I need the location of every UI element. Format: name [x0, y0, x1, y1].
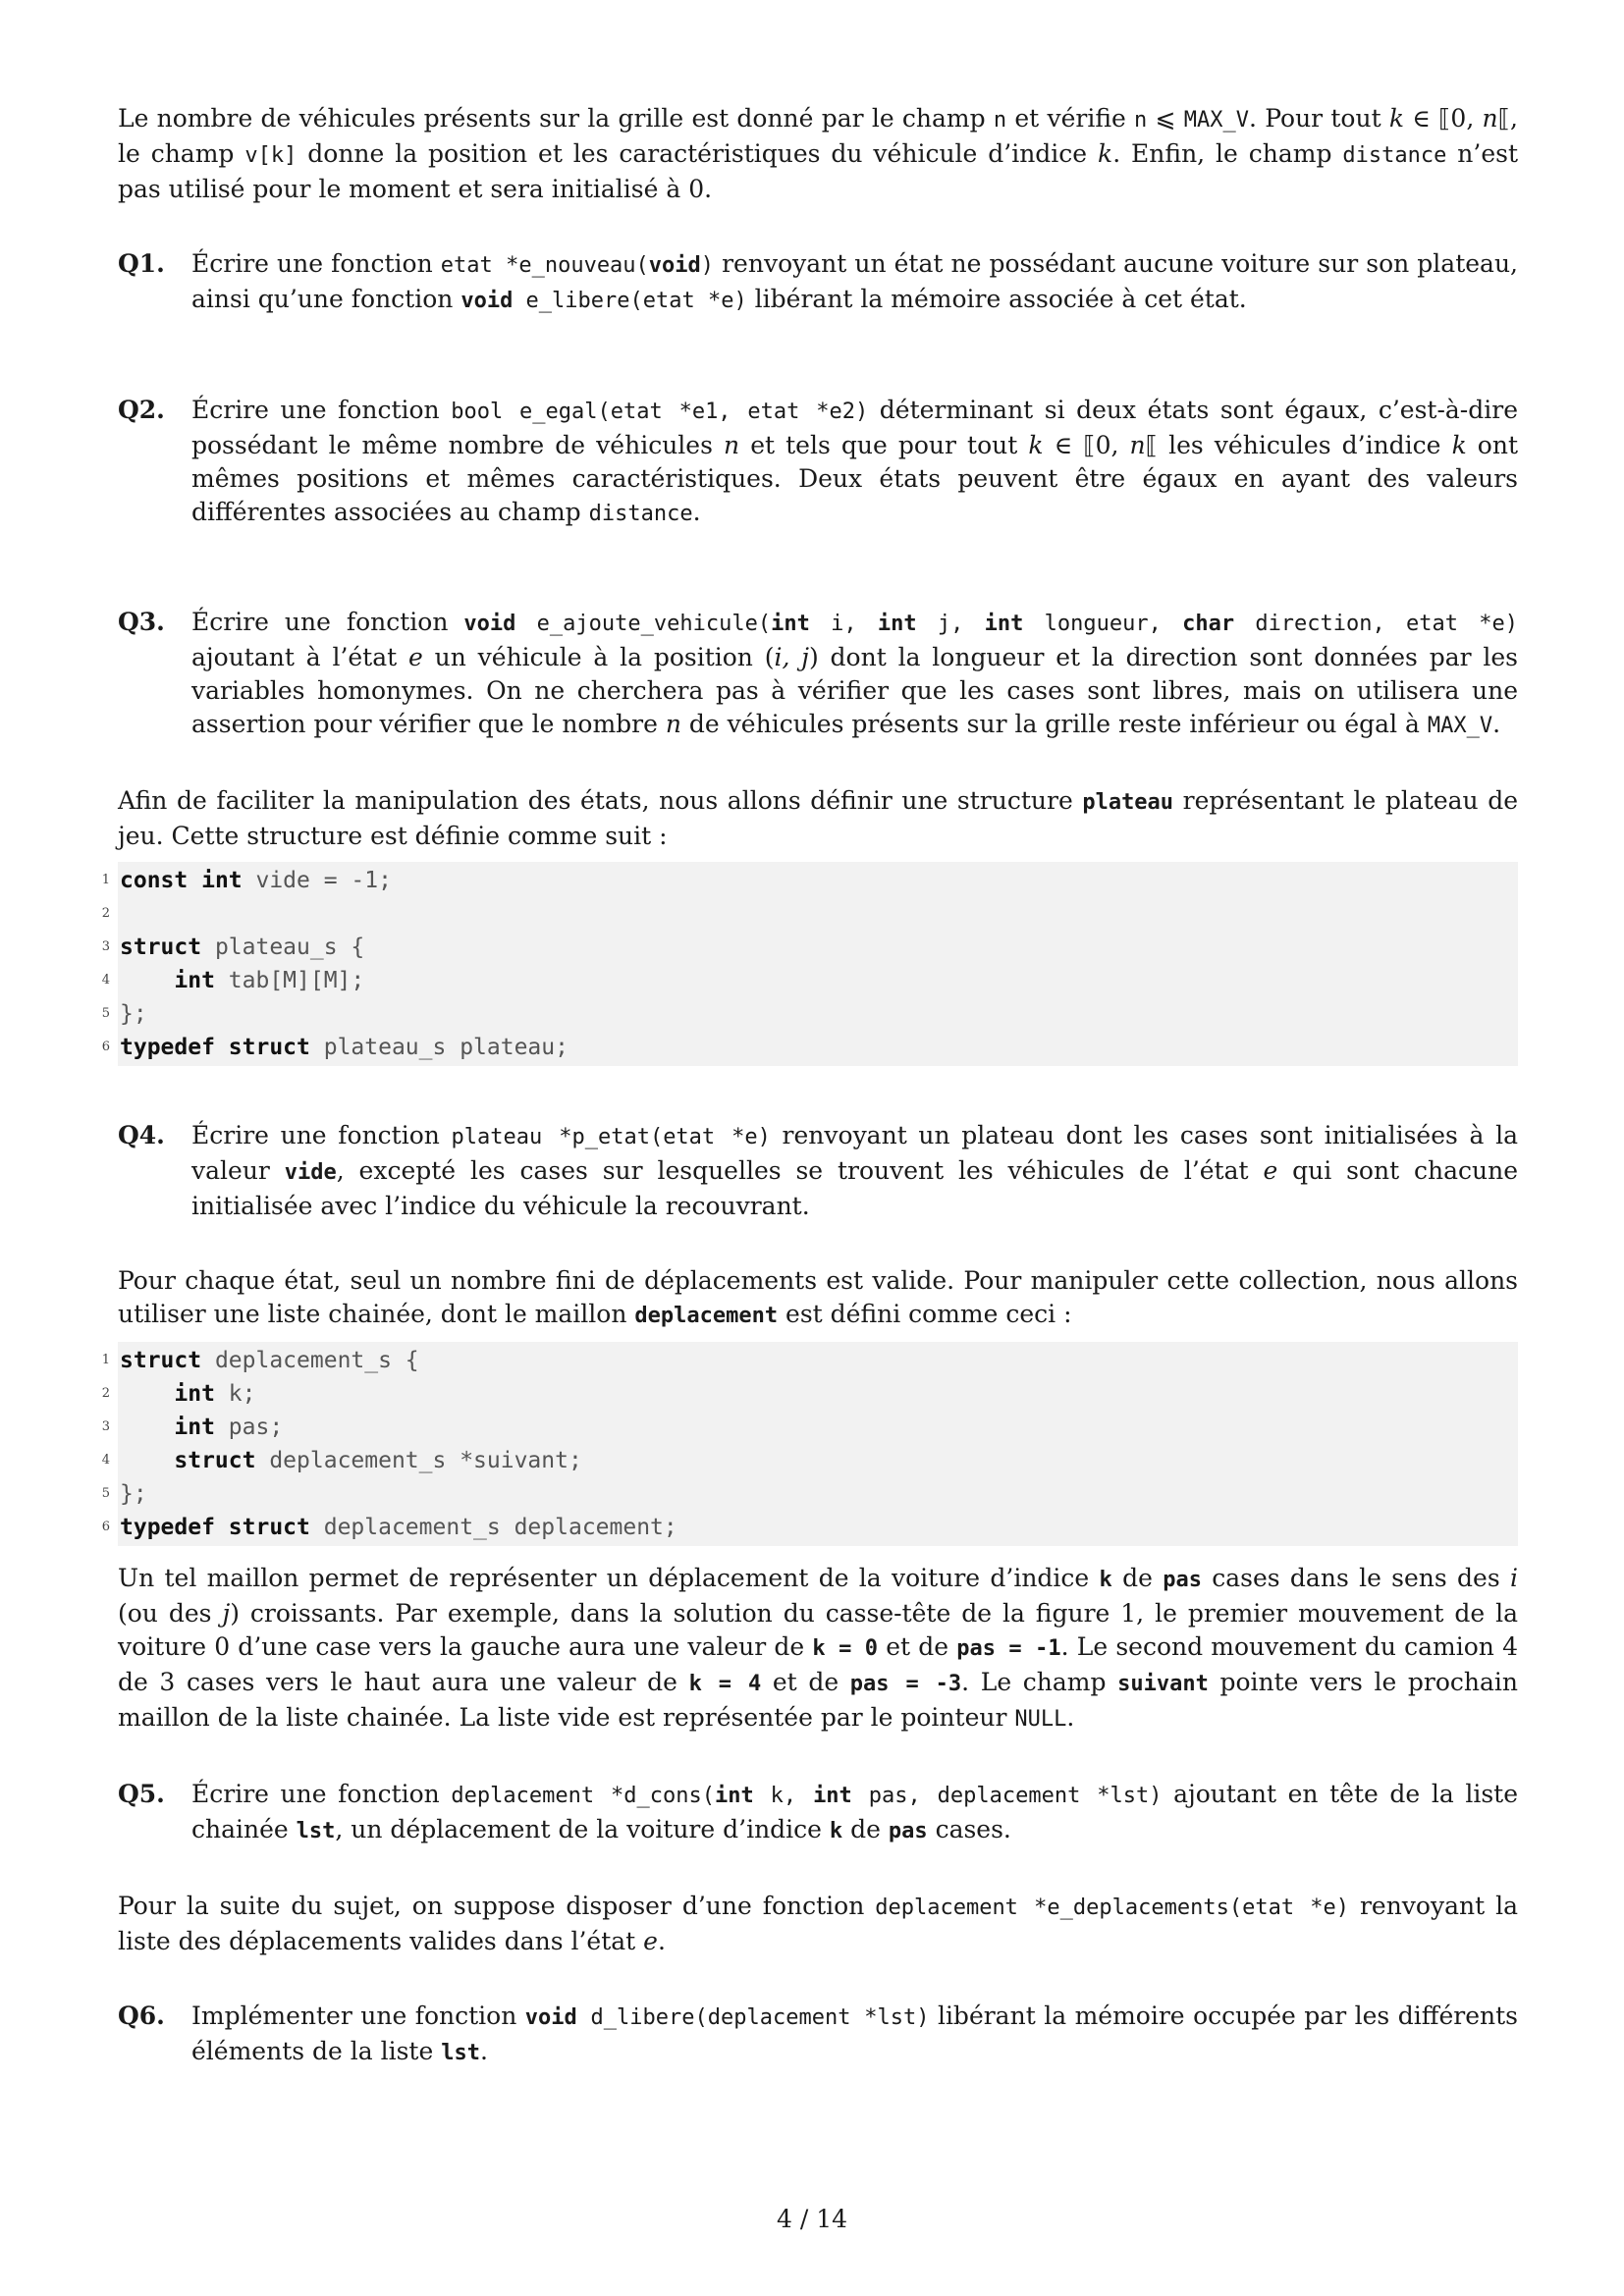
text: Écrire une fonction: [191, 1121, 452, 1149]
plateau-intro-paragraph: [118, 784, 1518, 853]
code-inline: MAX_V: [1183, 108, 1249, 133]
code-inline: distance: [588, 502, 693, 526]
code-block-deplacement: [101, 1342, 1518, 1546]
line-number: 1: [101, 873, 110, 887]
code-text: };: [120, 1481, 147, 1507]
text: un véhicule à la position (: [422, 643, 775, 671]
math: n: [724, 431, 740, 459]
code-keyword: void: [524, 2005, 577, 2030]
math: e: [408, 643, 423, 671]
code-inline: i,: [809, 612, 878, 636]
code-inline: e_ajoute_vehicule(: [515, 612, 772, 636]
code-inline: distance: [1342, 143, 1447, 168]
suite-paragraph: [118, 1890, 1518, 1958]
line-number: 5: [101, 1006, 110, 1021]
code-inline: e_libere(etat *e): [513, 289, 747, 313]
question-number: Q3.: [118, 608, 165, 636]
code-keyword: const: [120, 868, 189, 893]
code-keyword: struct: [120, 934, 202, 960]
code-inline: d_libere(deplacement *lst): [576, 2005, 930, 2030]
text: libérant la mémoire associée à cet état.: [746, 285, 1247, 313]
code-inline: n: [1134, 108, 1148, 133]
code-inline: k: [1099, 1568, 1112, 1592]
line-number: 4: [101, 973, 110, 988]
text: (ou des: [118, 1599, 223, 1628]
code-inline: deplacement *d_cons(: [451, 1784, 715, 1808]
code-inline: k = 0: [812, 1636, 879, 1661]
text: ⟦, le champ: [118, 104, 1518, 168]
text: . Le second mouvement du camion 4 de 3 cases vers le haut aura une valeur de: [118, 1632, 1518, 1696]
page-number: 4 / 14: [776, 2205, 848, 2233]
text: ∈ ⟦0,: [1043, 431, 1130, 459]
text: et tels que pour tout: [739, 431, 1029, 459]
text: . Enfin, le champ: [1112, 139, 1343, 168]
text: .: [1066, 1703, 1075, 1732]
text: ⩽: [1147, 104, 1184, 133]
maillon-paragraph: [118, 1562, 1518, 1736]
text: .: [692, 498, 701, 526]
text: déterminant si deux états sont égaux, c’est-à-dire possédant le même nombre de véhicules: [191, 396, 1518, 459]
text: . Le champ: [961, 1668, 1118, 1696]
text: . Pour tout: [1249, 104, 1389, 133]
text: Écrire une fonction: [191, 396, 452, 424]
text: Le nombre de véhicules présents sur la grille est donné par le champ: [118, 104, 994, 133]
code-inline: direction, etat *e): [1234, 612, 1518, 636]
code-inline: ): [700, 253, 715, 278]
question-body: [191, 1778, 1518, 1848]
question-body: [191, 2000, 1518, 2070]
code-inline: NULL: [1014, 1707, 1067, 1732]
text: cases dans le sens des: [1201, 1564, 1510, 1592]
math: n: [1482, 104, 1498, 133]
code-inline: k,: [753, 1784, 814, 1808]
question-q3: [118, 606, 1518, 743]
text: Écrire une fonction: [191, 608, 464, 636]
code-text: k;: [214, 1381, 256, 1407]
code-keyword: struct: [214, 1035, 310, 1060]
code-inline: k: [829, 1819, 843, 1843]
line-number: 5: [101, 1486, 110, 1501]
math: n: [1129, 431, 1146, 459]
code-inline: pas = -3: [849, 1672, 962, 1696]
code-inline: etat *e_nouveau(: [440, 253, 649, 278]
text: et vérifie: [1006, 104, 1135, 133]
intro-paragraph: [118, 102, 1518, 206]
text: pointe vers le prochain maillon de la liste chainée. La liste vide est représentée par le pointeur: [118, 1668, 1518, 1732]
code-inline: pas: [1163, 1568, 1202, 1592]
code-inline: vide: [284, 1160, 337, 1185]
code-line: [101, 997, 1518, 1031]
text: , excepté les cases sur lesquelles se trouvent les véhicules de l’état: [336, 1156, 1264, 1185]
code-inline: lst: [441, 2041, 480, 2065]
deplacement-intro-paragraph: [118, 1264, 1518, 1333]
code-text: deplacement_s deplacement;: [309, 1515, 677, 1540]
code-text: };: [120, 1001, 147, 1027]
text: Afin de faciliter la manipulation des états, nous allons définir une structure: [118, 786, 1083, 815]
line-number: 6: [101, 1520, 110, 1534]
question-number: Q4.: [118, 1121, 165, 1149]
page-content: [101, 102, 1519, 2070]
code-keyword: int: [771, 612, 810, 636]
code-text: tab[M][M];: [214, 968, 365, 993]
text: Un tel maillon permet de représenter un déplacement de la voiture d’indice: [118, 1564, 1100, 1592]
text: Pour la suite du sujet, on suppose disposer d’une fonction: [118, 1892, 876, 1920]
code-inline: longueur,: [1023, 612, 1183, 636]
text: ⟦ les véhicules d’indice: [1145, 431, 1452, 459]
text: .: [479, 2037, 488, 2065]
question-body: [191, 606, 1518, 743]
code-text: vide = -1;: [242, 868, 392, 893]
text: ) croissants. Par exemple, dans la solution du casse-tête de la figure 1, le premier mouvement de la voiture 0 d’une case vers la gauche aura une valeur de: [118, 1599, 1518, 1661]
text: de: [842, 1815, 889, 1843]
code-inline: v[k]: [244, 143, 298, 168]
code-line: [101, 864, 1518, 897]
line-number: 2: [101, 906, 110, 921]
math: e: [1263, 1156, 1278, 1185]
math: i: [1509, 1564, 1518, 1592]
math: j: [222, 1599, 231, 1628]
text: représentant le plateau de jeu. Cette structure est définie comme suit :: [118, 786, 1519, 850]
math: i, j: [774, 643, 809, 671]
text: Écrire une fonction: [191, 249, 441, 278]
text: et de: [878, 1632, 957, 1661]
text: cases.: [927, 1815, 1011, 1843]
code-line: [101, 1477, 1518, 1511]
code-inline: n: [993, 108, 1007, 133]
question-number: Q2.: [118, 396, 165, 424]
code-inline: plateau *p_etat(etat *e): [451, 1125, 771, 1149]
code-keyword: int: [174, 1415, 215, 1440]
code-keyword: void: [648, 253, 701, 278]
code-keyword: int: [877, 612, 917, 636]
math: k: [1388, 104, 1405, 133]
math: k: [1028, 431, 1044, 459]
code-keyword: int: [984, 612, 1024, 636]
code-text: plateau_s {: [201, 934, 365, 960]
code-text: pas;: [214, 1415, 284, 1440]
text: renvoyant un plateau dont les cases sont initialisées à la valeur: [191, 1121, 1518, 1185]
text: .: [1492, 710, 1501, 738]
code-line: [101, 1031, 1518, 1064]
code-line: [101, 897, 1518, 931]
code-text: deplacement_s *suivant;: [255, 1448, 582, 1473]
text: , un déplacement de la voiture d’indice: [335, 1815, 830, 1843]
code-inline: deplacement *e_deplacements(etat *e): [875, 1896, 1350, 1920]
line-number: 2: [101, 1386, 110, 1401]
code-inline: pas: [888, 1819, 928, 1843]
code-keyword: int: [714, 1784, 754, 1808]
text: et de: [761, 1668, 850, 1696]
line-number: 3: [101, 939, 110, 954]
code-inline: pas, deplacement *lst): [851, 1784, 1163, 1808]
text: Pour chaque état, seul un nombre fini de déplacements est valide. Pour manipuler cette collection, nous allons utiliser une liste chainée, dont le maillon: [118, 1266, 1518, 1328]
code-inline: j,: [916, 612, 985, 636]
code-inline: pas = -1: [956, 1636, 1061, 1661]
text: .: [657, 1927, 666, 1955]
code-line: [101, 1377, 1518, 1411]
code-inline: MAX_V: [1427, 714, 1493, 738]
question-q1: [118, 247, 1518, 318]
code-line: [101, 1344, 1518, 1377]
code-keyword: void: [460, 289, 514, 313]
question-body: [191, 394, 1518, 531]
code-keyword: int: [174, 1381, 215, 1407]
text: ont mêmes positions et mêmes caractéristiques. Deux états peuvent être égaux en ayant des valeurs différentes associées au champ: [191, 431, 1519, 526]
question-q2: [118, 394, 1518, 531]
line-number: 1: [101, 1353, 110, 1367]
text: ajoutant en tête de la liste chainée: [191, 1780, 1519, 1843]
text: libérant la mémoire occupée par les différents éléments de la liste: [191, 2002, 1518, 2065]
text: Écrire une fonction: [191, 1780, 452, 1808]
text: de: [1111, 1564, 1164, 1592]
text: ∈ ⟦0,: [1404, 104, 1483, 133]
code-block-plateau: [101, 862, 1518, 1066]
code-inline: suivant: [1117, 1672, 1209, 1696]
math: k: [1098, 139, 1113, 168]
code-line: [101, 1411, 1518, 1444]
code-keyword: int: [174, 968, 215, 993]
question-q5: [118, 1778, 1518, 1848]
text: est défini comme ceci :: [778, 1300, 1072, 1328]
code-inline: lst: [296, 1819, 336, 1843]
code-keyword: void: [463, 612, 516, 636]
question-number: Q6.: [118, 2002, 165, 2030]
text: ajoutant à l’état: [191, 643, 409, 671]
code-inline: deplacement: [634, 1304, 779, 1328]
code-line: [101, 1511, 1518, 1544]
question-body: [191, 247, 1518, 318]
text: de véhicules présents sur la grille reste inférieur ou égal à: [680, 710, 1428, 738]
code-text: plateau_s plateau;: [309, 1035, 568, 1060]
text: n’est pas utilisé pour le moment et sera initialisé à 0.: [118, 139, 1518, 203]
code-inline: k = 4: [688, 1672, 762, 1696]
question-number: Q5.: [118, 1780, 165, 1808]
line-number: 3: [101, 1419, 110, 1434]
math: n: [665, 710, 681, 738]
code-inline: bool e_egal(etat *e1, etat *e2): [451, 400, 869, 424]
math: e: [643, 1927, 658, 1955]
code-keyword: struct: [120, 1348, 202, 1373]
text: donne la position et les caractéristiques du véhicule d’indice: [297, 139, 1099, 168]
code-keyword: int: [188, 868, 243, 893]
text: renvoyant un état ne possédant aucune voiture sur son plateau, ainsi qu’une fonction: [191, 249, 1518, 313]
code-keyword: struct: [174, 1448, 256, 1473]
question-body: [191, 1119, 1518, 1223]
text: Implémenter une fonction: [191, 2002, 525, 2030]
text: qui sont chacune initialisée avec l’indice du véhicule la recouvrant.: [191, 1156, 1518, 1220]
code-line: [101, 1444, 1518, 1477]
question-q6: [118, 2000, 1518, 2070]
code-keyword: typedef: [120, 1515, 215, 1540]
code-keyword: int: [813, 1784, 852, 1808]
code-line: [101, 931, 1518, 964]
text: renvoyant la liste des déplacements valides dans l’état: [118, 1892, 1518, 1955]
line-number: 6: [101, 1040, 110, 1054]
math: k: [1451, 431, 1467, 459]
code-keyword: typedef: [120, 1035, 215, 1060]
code-keyword: struct: [214, 1515, 310, 1540]
question-q4: [118, 1119, 1518, 1223]
code-text: deplacement_s {: [201, 1348, 419, 1373]
text: ) dont la longueur et la direction sont données par les variables homonymes. On ne cherchera pas à vérifier que les cases sont libres, mais on utilisera une assertion pour vérifier que le nombre: [191, 643, 1518, 738]
code-keyword: char: [1182, 612, 1235, 636]
code-line: [101, 964, 1518, 997]
question-number: Q1.: [118, 249, 165, 278]
code-inline: plateau: [1082, 790, 1174, 815]
line-number: 4: [101, 1453, 110, 1468]
